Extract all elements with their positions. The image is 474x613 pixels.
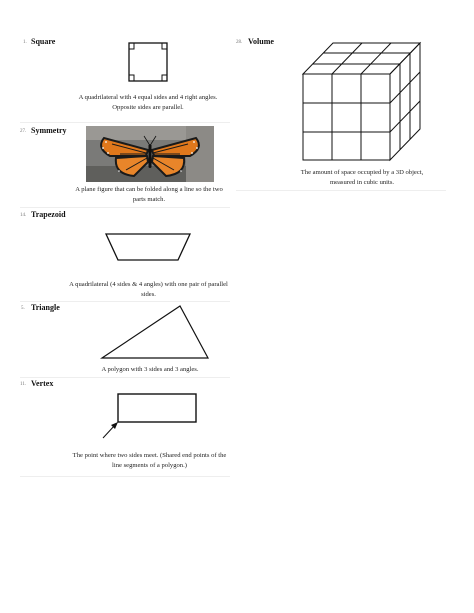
divider xyxy=(20,207,230,208)
divider xyxy=(20,377,230,378)
definition-volume: The amount of space occupied by a 3D object, measured in cubic units. xyxy=(300,169,424,186)
term-triangle: Triangle xyxy=(31,303,60,312)
term-trapezoid: Trapezoid xyxy=(31,210,66,219)
term-volume: Volume xyxy=(248,37,274,46)
entry-number: 28. xyxy=(236,40,243,45)
definition-trapezoid: A quadrilateral (4 sides & 4 angles) with one pair of parallel sides. xyxy=(69,281,228,298)
divider xyxy=(20,476,230,477)
entry-number: 27. xyxy=(20,129,27,134)
definition-square: A quadrilateral with 4 equal sides and 4 right angles. Opposite sides are parallel. xyxy=(78,94,218,111)
definition-triangle: A polygon with 3 sides and 3 angles. xyxy=(101,366,199,373)
triangle-figure xyxy=(100,304,210,360)
definition-symmetry: A plane figure that can be folded along a line so the two parts match. xyxy=(75,186,223,203)
entry-number: 11. xyxy=(20,382,27,387)
divider xyxy=(236,190,446,191)
divider xyxy=(20,301,230,302)
divider xyxy=(20,122,230,123)
entry-number: 14. xyxy=(20,213,27,218)
term-symmetry: Symmetry xyxy=(31,126,67,135)
square-figure xyxy=(128,41,168,83)
trapezoid-figure xyxy=(102,232,194,262)
butterfly-photo xyxy=(86,126,214,182)
vertex-figure xyxy=(100,392,200,440)
definition-vertex: The point where two sides meet. (Shared end points of the line segments of a polygon.) xyxy=(72,452,227,469)
cube-figure xyxy=(300,40,424,162)
entry-number: 5. xyxy=(21,306,25,311)
term-square: Square xyxy=(31,37,56,46)
entry-number: 1. xyxy=(23,40,27,45)
term-vertex: Vertex xyxy=(31,379,54,388)
